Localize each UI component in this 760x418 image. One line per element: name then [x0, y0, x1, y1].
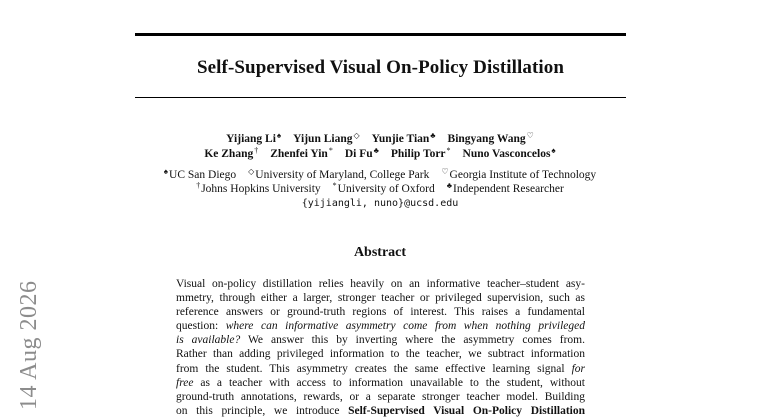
affiliation: [164, 169, 236, 181]
affiliation-mark: ♣: [446, 181, 453, 190]
author-list-line-1: [0, 131, 760, 145]
affiliation-name: University of Maryland, College Park: [255, 169, 430, 181]
abstract-text: as a teacher with access to information unavailable to the student, without: [193, 376, 585, 389]
abstract-text: Self-Supervised Visual On-Policy Distillation: [348, 404, 586, 417]
affiliation-mark: ♡: [526, 131, 534, 140]
abstract-text: where can informative asymmetry come from when nothing privileged: [225, 320, 585, 333]
abstract-text: for: [571, 362, 585, 375]
author-list-line-2: [0, 146, 760, 160]
affiliation: [447, 183, 564, 195]
abstract-text: Rather than adding privileged information to the teacher, we subtract information: [176, 348, 585, 361]
author-name-text: Ke Zhang: [204, 148, 254, 160]
affiliation-mark: *: [332, 181, 337, 190]
affiliation-mark: ♠: [551, 146, 556, 155]
author-name-text: Bingyang Wang: [447, 133, 526, 145]
author-name-text: Yunjie Tian: [371, 133, 430, 145]
author-name: [372, 133, 436, 145]
abstract-line: [176, 333, 585, 347]
affiliation-mark: ◇: [248, 167, 255, 176]
paper-title: Self-Supervised Visual On-Policy Distillation: [196, 57, 565, 78]
affiliation: [333, 183, 435, 195]
abstract-line: [176, 347, 585, 361]
affiliation-mark: ♠: [163, 167, 169, 176]
affiliation-name: Johns Hopkins University: [201, 183, 321, 195]
abstract-body: [176, 277, 586, 417]
contact-email: {yijiangli, nuno}@ucsd.edu: [301, 198, 459, 209]
author-name-text: Philip Torr: [390, 148, 446, 160]
affiliation: [248, 169, 429, 181]
abstract-line: [176, 376, 585, 390]
affiliation-name: Independent Researcher: [453, 183, 564, 195]
affiliation-mark: *: [328, 146, 333, 155]
affiliation-name: UC San Diego: [169, 169, 237, 181]
abstract-line: [176, 319, 585, 333]
abstract-text: on this principle, we introduce: [176, 404, 349, 417]
title-bottom-rule: [135, 97, 626, 98]
abstract-line: [176, 277, 585, 291]
arxiv-date-stamp: 14 Aug 2026: [16, 280, 42, 410]
abstract-line: [176, 404, 585, 418]
affiliations-line-2: [0, 181, 760, 195]
abstract-text: question:: [176, 320, 226, 333]
author-name-text: Yijun Liang: [293, 133, 353, 145]
abstract-line: [176, 305, 585, 319]
affiliations-line-1: [0, 167, 760, 181]
abstract-heading: Abstract: [353, 245, 407, 260]
abstract-line: [176, 362, 585, 376]
affiliation: [196, 183, 320, 195]
author-name: [463, 148, 556, 160]
abstract-line: [176, 291, 585, 305]
author-name: [204, 148, 258, 160]
affiliation-mark: ♠: [276, 131, 282, 140]
affiliation-name: Georgia Institute of Technology: [449, 169, 597, 181]
affiliation-mark: †: [196, 181, 201, 190]
author-name-text: Zhenfei Yin: [270, 148, 328, 160]
affiliation-mark: *: [446, 146, 451, 155]
abstract-text: Visual on-policy distillation relies heavily on an informative teacher–student asy-: [176, 278, 585, 290]
author-name: [226, 133, 281, 145]
affiliation-name: University of Oxford: [337, 183, 435, 195]
author-name: [448, 133, 534, 145]
affiliation-mark: ♣: [430, 131, 436, 140]
author-name: [391, 148, 451, 160]
abstract-text: mmetry, through either a larger, stronger teacher or privileged supervision, such as: [176, 292, 585, 305]
abstract-text: from the student. This asymmetry creates the same effective learning signal: [176, 362, 572, 375]
abstract-text: reference answers or ground-truth regions of interest. This raises a fundamental: [176, 306, 585, 319]
affiliation-mark: ♣: [373, 146, 379, 155]
author-name-text: Di Fu: [344, 148, 373, 160]
affiliation-mark: ◇: [353, 131, 360, 140]
title-top-rule: [135, 33, 626, 36]
author-name: [345, 148, 379, 160]
abstract-line: [176, 390, 585, 404]
author-name: [293, 133, 360, 145]
affiliation-mark: ♡: [441, 167, 449, 176]
author-name-text: Yijiang Li: [226, 133, 276, 145]
affiliation: [441, 169, 596, 181]
abstract-text: is available?: [176, 334, 241, 347]
abstract-text: ground-truth annotations, rewards, or a separate stronger teacher model. Building: [176, 390, 585, 403]
author-name: [270, 148, 333, 160]
abstract-text: free: [176, 376, 194, 389]
abstract-text: We answer this by inverting where the asymmetry comes from.: [240, 334, 586, 347]
author-name-text: Nuno Vasconcelos: [462, 148, 551, 160]
affiliation-mark: †: [254, 146, 259, 155]
